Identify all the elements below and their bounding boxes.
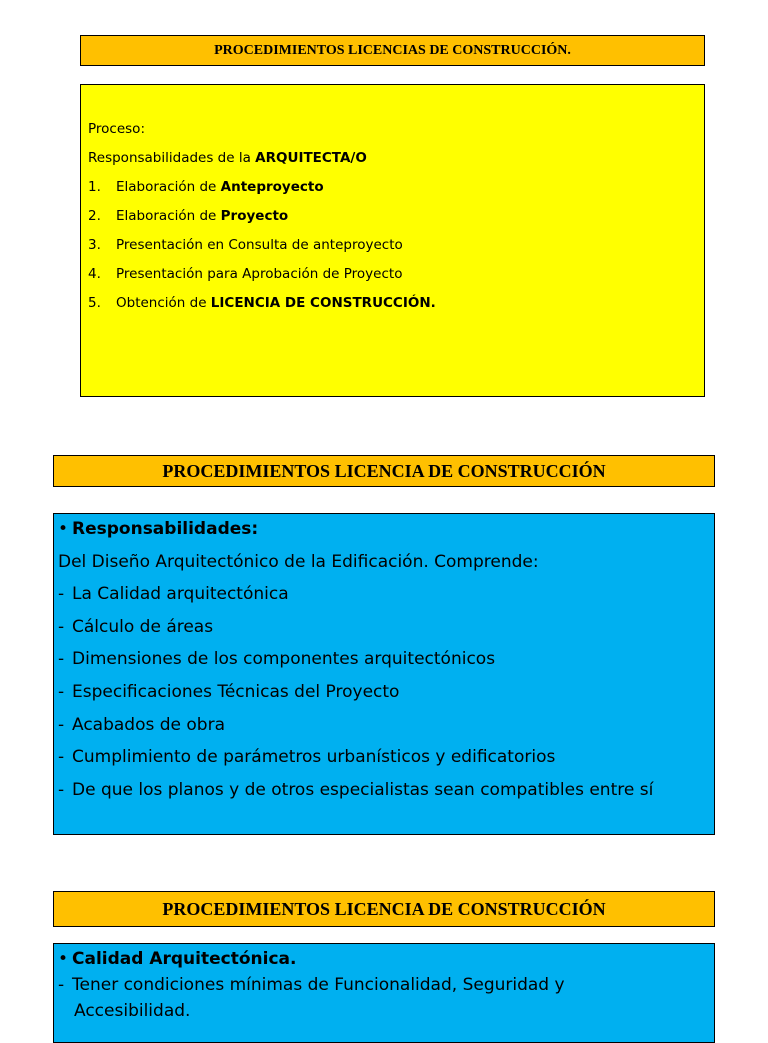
- bullet-heading: [58, 946, 714, 972]
- list-item-text: Tener condiciones mínimas de Funcionalidad, Seguridad y: [72, 975, 565, 995]
- list-item-number: 1.: [88, 179, 101, 195]
- list-item-text: De que los planos y de otros especialistas sean compatibles entre sí: [72, 779, 654, 800]
- dash-icon: -: [58, 616, 65, 637]
- section2-title: [53, 455, 715, 487]
- list-item: [58, 646, 714, 679]
- list-item-text: Elaboración de: [116, 208, 221, 224]
- bullet-icon: •: [58, 519, 69, 539]
- dash-icon: -: [58, 681, 65, 702]
- bullet-heading: [58, 516, 714, 549]
- list-item: [58, 581, 714, 614]
- dash-icon: -: [58, 747, 65, 768]
- list-item-number: 4.: [88, 266, 101, 282]
- section3-content-box: [53, 943, 715, 1043]
- list-item-number: 2.: [88, 208, 101, 224]
- section1-content-box: [80, 84, 705, 397]
- list-item-number: 5.: [88, 295, 101, 311]
- section3-title: [53, 891, 715, 927]
- list-item-text: La Calidad arquitectónica: [72, 584, 289, 605]
- responsibilities-prefix: Responsabilidades de la: [88, 150, 256, 166]
- bullet-heading-text: Calidad Arquitectónica.: [72, 949, 297, 969]
- dash-icon: -: [58, 975, 65, 995]
- list-item-text: Acabados de obra: [72, 714, 226, 735]
- list-item-text: Cumplimiento de parámetros urbanísticos y edificatorios: [72, 747, 556, 768]
- list-item: [58, 614, 714, 647]
- dash-icon: -: [58, 584, 65, 605]
- process-label: Proceso:: [88, 121, 145, 137]
- section2-content-box: [53, 513, 715, 835]
- list-item-bold: Anteproyecto: [220, 179, 324, 195]
- intro-text: Del Diseño Arquitectónico de la Edificación. Comprende:: [58, 551, 539, 572]
- list-item-bold: Proyecto: [220, 208, 289, 224]
- list-item-text: Presentación para Aprobación de Proyecto: [116, 266, 403, 282]
- list-item-text: Obtención de: [116, 295, 211, 311]
- dash-icon: -: [58, 714, 65, 735]
- list-item: [88, 293, 704, 322]
- list-item: [88, 235, 704, 264]
- list-item-bold: LICENCIA DE CONSTRUCCIÓN.: [210, 295, 436, 311]
- dash-icon: -: [58, 649, 65, 670]
- bullet-icon: •: [58, 949, 69, 969]
- responsibilities-role: ARQUITECTA/O: [255, 150, 367, 166]
- list-item: [58, 679, 714, 712]
- list-item-text: Dimensiones de los componentes arquitectónicos: [72, 649, 496, 670]
- list-item-text: Presentación en Consulta de anteproyecto: [116, 237, 403, 253]
- list-item-text: Cálculo de áreas: [72, 616, 214, 637]
- list-item-continuation: Accesibilidad.: [74, 1001, 191, 1021]
- list-item: [58, 972, 714, 998]
- list-item-number: 3.: [88, 237, 101, 253]
- list-item-text: Especificaciones Técnicas del Proyecto: [72, 681, 400, 702]
- responsibilities-line: [88, 148, 704, 177]
- section1-title: [80, 35, 705, 66]
- list-item: [88, 177, 704, 206]
- list-item: [58, 712, 714, 745]
- list-item-text: Elaboración de: [116, 179, 221, 195]
- bullet-heading-text: Responsabilidades:: [72, 519, 259, 539]
- list-item: [58, 777, 714, 810]
- list-item: [88, 264, 704, 293]
- dash-icon: -: [58, 779, 65, 800]
- section1-title-text: PROCEDIMIENTOS LICENCIAS DE CONSTRUCCIÓN.: [214, 42, 571, 58]
- section3-title-text: PROCEDIMIENTOS LICENCIA DE CONSTRUCCIÓN: [162, 898, 606, 919]
- section2-title-text: PROCEDIMIENTOS LICENCIA DE CONSTRUCCIÓN: [162, 460, 606, 481]
- list-item: [58, 744, 714, 777]
- list-item: [88, 206, 704, 235]
